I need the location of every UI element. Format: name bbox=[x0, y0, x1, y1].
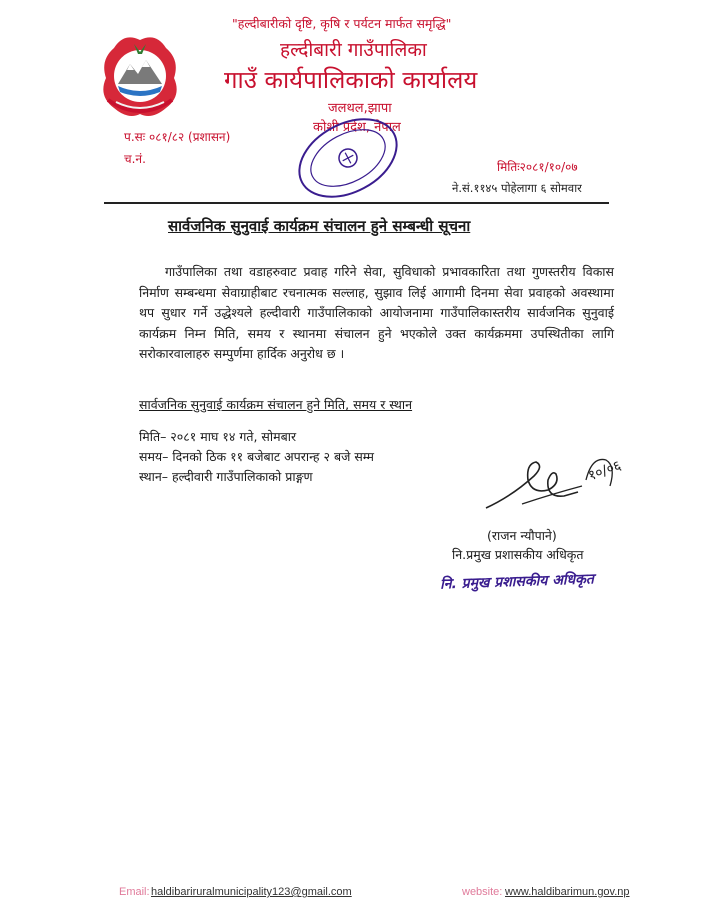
email-link[interactable]: haldibariruralmunicipality123@gmail.com bbox=[151, 886, 352, 898]
signatory-name: (राजन न्यौपाने) bbox=[487, 528, 557, 543]
location-line-1: जलथल,झापा bbox=[328, 101, 392, 116]
details-heading: सार्वजनिक सुनुवाई कार्यक्रम संचालन हुने मिति, समय र स्थान bbox=[139, 397, 413, 412]
header-divider bbox=[104, 202, 609, 204]
location-line-2: कोशी प्रदेश, नेपाल bbox=[313, 120, 401, 135]
notice-body-text: गाउँपालिका तथा वडाहरुवाट प्रवाह गरिने सेवा, सुविधाको प्रभावकारिता तथा गुणस्तरीय विकास निर्माण सम्बन्धमा सेवाग्राहीबाट रचनात्मक सल्लाह, सुझाव लिई आगामी दिनमा सेवा प्रवाहको अवस्थामा थप सुधार गर्ने उद्धेश्यले हल्दीवारी गाउँपालिकाको आयोजनामा गाउँपालिकास्तरीय सार्वजनिक सुनुवाई कार्यक्रम निम्न मिति, समय र स्थानमा संचालन हुने भएकोले उक्त कार्यक्रममा उपस्थितीका लागि सरोकारवालाहरु सम्पुर्णमा हार्दिक अनुरोध छ । bbox=[139, 264, 614, 361]
handwritten-signature-icon bbox=[482, 446, 632, 522]
office-stamp-icon bbox=[286, 110, 410, 206]
event-venue: स्थान– हल्दीवारी गाउँपालिकाको प्राङ्गण bbox=[139, 469, 313, 484]
website-label: website: bbox=[462, 886, 503, 898]
letter-date: मितिः२०८१/१०/०७ bbox=[497, 160, 578, 174]
nepal-sambat-date: ने.सं.११४५ पोहेलागा ६ सोमवार bbox=[452, 181, 582, 195]
municipality-name: हल्दीबारी गाउँपालिका bbox=[280, 39, 427, 61]
signature-date: १०/०६ bbox=[586, 457, 624, 485]
signatory-title: नि.प्रमुख प्रशासकीय अधिकृत bbox=[452, 547, 584, 562]
event-date: मिति– २०८१ माघ १४ गते, सोमबार bbox=[139, 429, 297, 444]
website-link[interactable]: www.haldibarimun.gov.np bbox=[505, 886, 630, 898]
reference-number: प.सः ०८१/८२ (प्रशासन) bbox=[124, 130, 231, 144]
notice-body-paragraph bbox=[139, 262, 614, 365]
signatory-seal: नि. प्रमुख प्रशासकीय अधिकृत bbox=[439, 571, 595, 593]
notice-subject: सार्वजनिक सुनुवाई कार्यक्रम संचालन हुने सम्बन्धी सूचना bbox=[168, 217, 471, 235]
dispatch-number: च.नं. bbox=[124, 152, 146, 166]
office-name: गाउँ कार्यपालिकाको कार्यालय bbox=[224, 66, 478, 94]
email-label: Email: bbox=[119, 886, 150, 898]
slogan: "हल्दीबारीको दृष्टि, कृषि र पर्यटन मार्फत समृद्धि" bbox=[232, 16, 452, 31]
nepal-emblem-icon bbox=[94, 30, 186, 122]
event-time: समय– दिनको ठिक ११ बजेबाट अपरान्ह २ बजे सम्म bbox=[139, 449, 375, 464]
